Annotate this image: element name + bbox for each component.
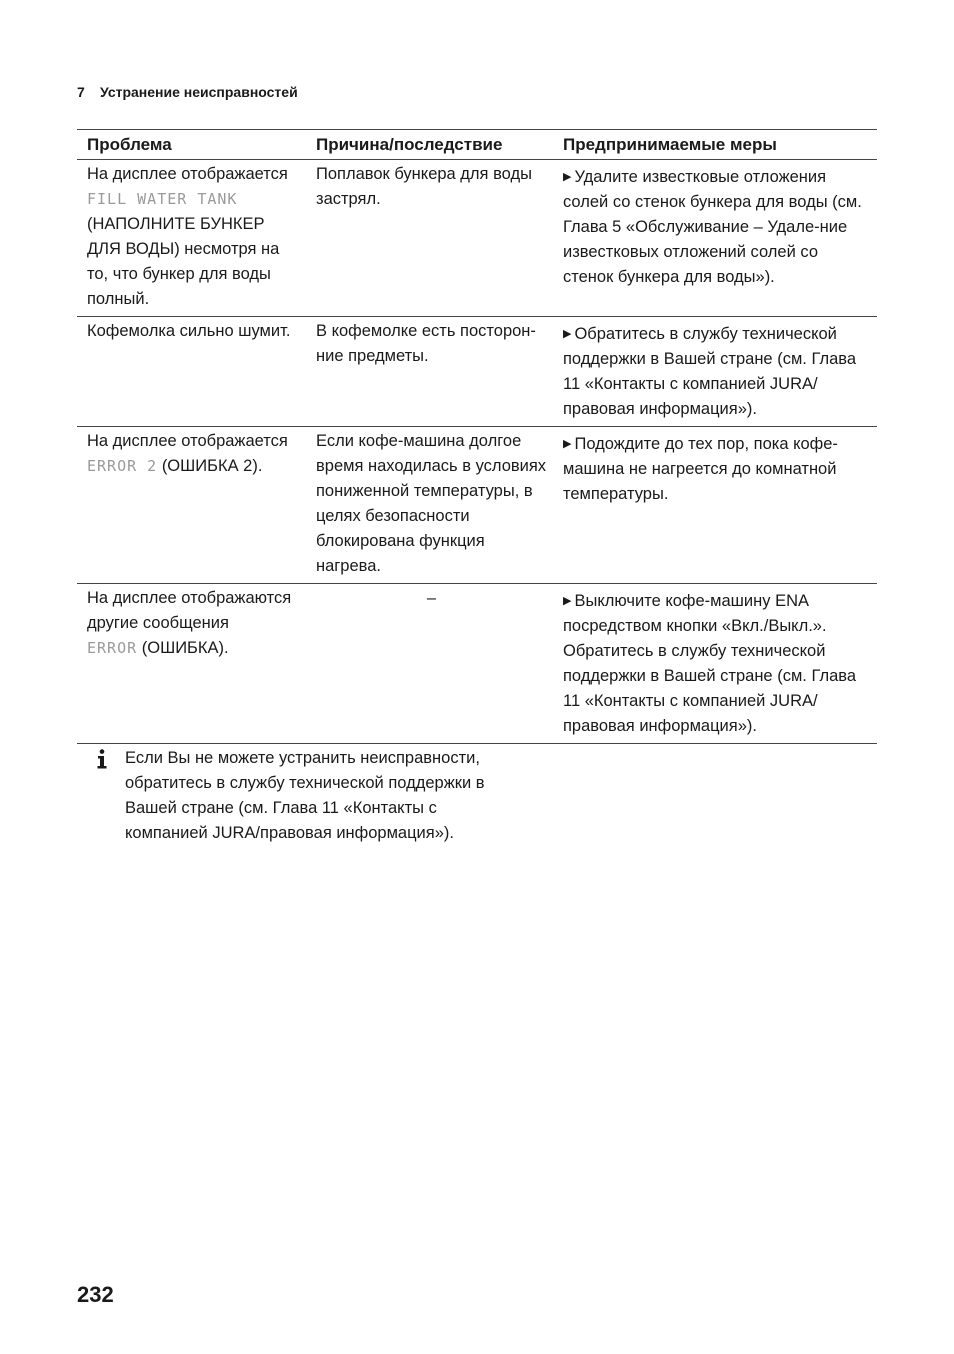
cause-cell: Поплавок бункера для воды застрял.	[306, 160, 553, 317]
bullet-triangle-icon: ▶	[563, 595, 572, 607]
table-row	[77, 584, 877, 744]
problem-cell	[77, 584, 306, 744]
troubleshooting-table	[77, 129, 877, 744]
info-note	[77, 746, 507, 846]
problem-cell: Кофемолка сильно шумит.	[77, 317, 306, 427]
cause-cell: Если кофе-машина долгое время находилась в условиях пониженной температуры, в целях безопасности блокирована функция нагрева.	[306, 427, 553, 584]
column-header-cause: Причина/последствие	[306, 130, 553, 160]
cause-cell: В кофемолке есть посторон-ние предметы.	[306, 317, 553, 427]
table-row	[77, 317, 877, 427]
cause-cell: –	[306, 584, 553, 744]
bullet-triangle-icon: ▶	[563, 328, 572, 340]
action-cell	[553, 427, 877, 584]
action-text: Обратитесь в службу технической поддержки в Вашей стране (см. Глава 11 «Контакты с компанией JURA/ правовая информация»).	[563, 325, 857, 418]
problem-prefix: На дисплее отображаются другие сообщения	[87, 589, 292, 632]
column-header-action: Предпринимаемые меры	[553, 130, 877, 160]
action-text: Подождите до тех пор, пока кофе-машина не нагреется до комнатной температуры.	[563, 435, 838, 503]
problem-suffix: (ОШИБКА).	[141, 639, 229, 657]
action-cell	[553, 160, 877, 317]
bullet-triangle-icon: ▶	[563, 438, 572, 450]
problem-cell	[77, 160, 306, 317]
chapter-title: Устранение неисправностей	[100, 84, 298, 100]
display-message: ERROR	[87, 639, 138, 657]
problem-prefix: На дисплее отображается	[87, 432, 288, 450]
note-text: Если Вы не можете устранить неисправности, обратитесь в службу технической поддержки в Вашей стране (см. Глава 11 «Контакты с компанией JURA/правовая информация»).	[125, 749, 485, 842]
problem-cell	[77, 427, 306, 584]
bullet-triangle-icon: ▶	[563, 171, 572, 183]
action-text: Удалите известковые отложения солей со стенок бункера для воды (см. Глава 5 «Обслуживание – Удале-ние известковых отложений солей со стенок бункера для воды»).	[563, 168, 862, 286]
table-row	[77, 427, 877, 584]
info-icon	[95, 749, 109, 769]
chapter-number: 7	[77, 84, 85, 100]
problem-suffix: (НАПОЛНИТЕ БУНКЕР ДЛЯ ВОДЫ) несмотря на то, что бункер для воды полный.	[87, 215, 280, 308]
display-message: ERROR 2	[87, 457, 158, 475]
column-header-problem: Проблема	[77, 130, 306, 160]
action-cell	[553, 317, 877, 427]
display-message: FILL WATER TANK	[87, 190, 238, 208]
action-cell	[553, 584, 877, 744]
table-header-row	[77, 130, 877, 160]
action-text: Выключите кофе-машину ENA посредством кнопки «Вкл./Выкл.». Обратитесь в службу технической поддержки в Вашей стране (см. Глава 11 «Контакты с компанией JURA/правовая информация»).	[563, 592, 857, 735]
problem-prefix: На дисплее отображается	[87, 165, 288, 183]
running-header	[77, 84, 298, 100]
page-number: 232	[77, 1282, 114, 1307]
problem-suffix: (ОШИБКА 2).	[161, 457, 263, 475]
table-row	[77, 160, 877, 317]
